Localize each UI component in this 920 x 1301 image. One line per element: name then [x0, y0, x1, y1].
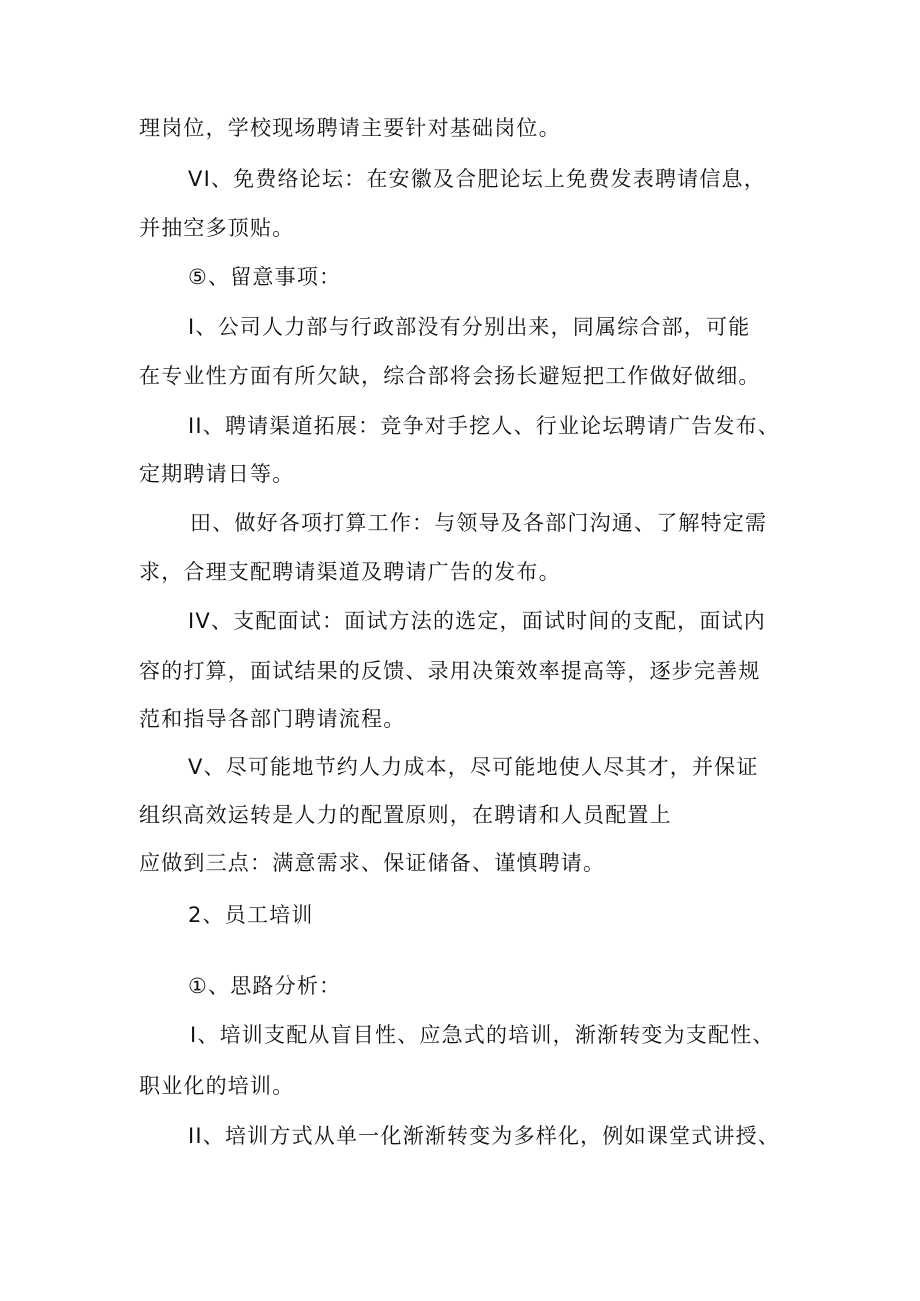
text-line-18: ①、思路分析： [188, 974, 342, 998]
text-line-5: I、公司人力部与行政部没有分别出来，同属综合部，可能 [188, 315, 751, 339]
text-line-13: 范和指导各部门聘请流程。 [139, 707, 406, 731]
text-line-20: 职业化的培训。 [139, 1074, 295, 1098]
text-line-11: IV、支配面试：面试方法的选定，面试时间的支配，面试内 [188, 609, 766, 633]
text-line-4: ⑤、留意事项： [188, 265, 342, 289]
text-line-21: II、培训方式从单一化渐渐转变为多样化，例如课堂式讲授、 [188, 1124, 780, 1148]
text-line-9: 田、做好各项打算工作：与领导及各部门沟通、了解特定需 [190, 511, 768, 535]
text-line-7: II、聘请渠道拓展：竞争对手挖人、行业论坛聘请广告发布、 [188, 414, 780, 438]
text-line-17: 2、员工培训 [188, 903, 314, 927]
text-line-12: 容的打算，面试结果的反馈、录用决策效率提高等，逐步完善规 [139, 659, 761, 683]
text-line-14: V、尽可能地节约人力成本，尽可能地使人尽其才，并保证 [188, 755, 759, 779]
text-line-10: 求，合理支配聘请渠道及聘请广告的发布。 [139, 560, 561, 584]
text-line-19: I、培训支配从盲目性、应急式的培训，渐渐转变为支配性、 [190, 1023, 775, 1047]
text-line-3: 并抽空多顶贴。 [139, 216, 295, 240]
text-line-6: 在专业性方面有所欠缺，综合部将会扬长避短把工作做好做细。 [139, 364, 761, 388]
text-line-1: 理岗位，学校现场聘请主要针对基础岗位。 [139, 116, 561, 140]
text-line-16: 应做到三点：满意需求、保证储备、谨慎聘请。 [139, 851, 606, 875]
text-line-2: VI、免费络论坛：在安徽及合肥论坛上免费发表聘请信息， [188, 167, 766, 191]
text-line-15: 组织高效运转是人力的配置原则，在聘请和人员配置上 [139, 803, 672, 827]
text-line-8: 定期聘请日等。 [139, 462, 295, 486]
